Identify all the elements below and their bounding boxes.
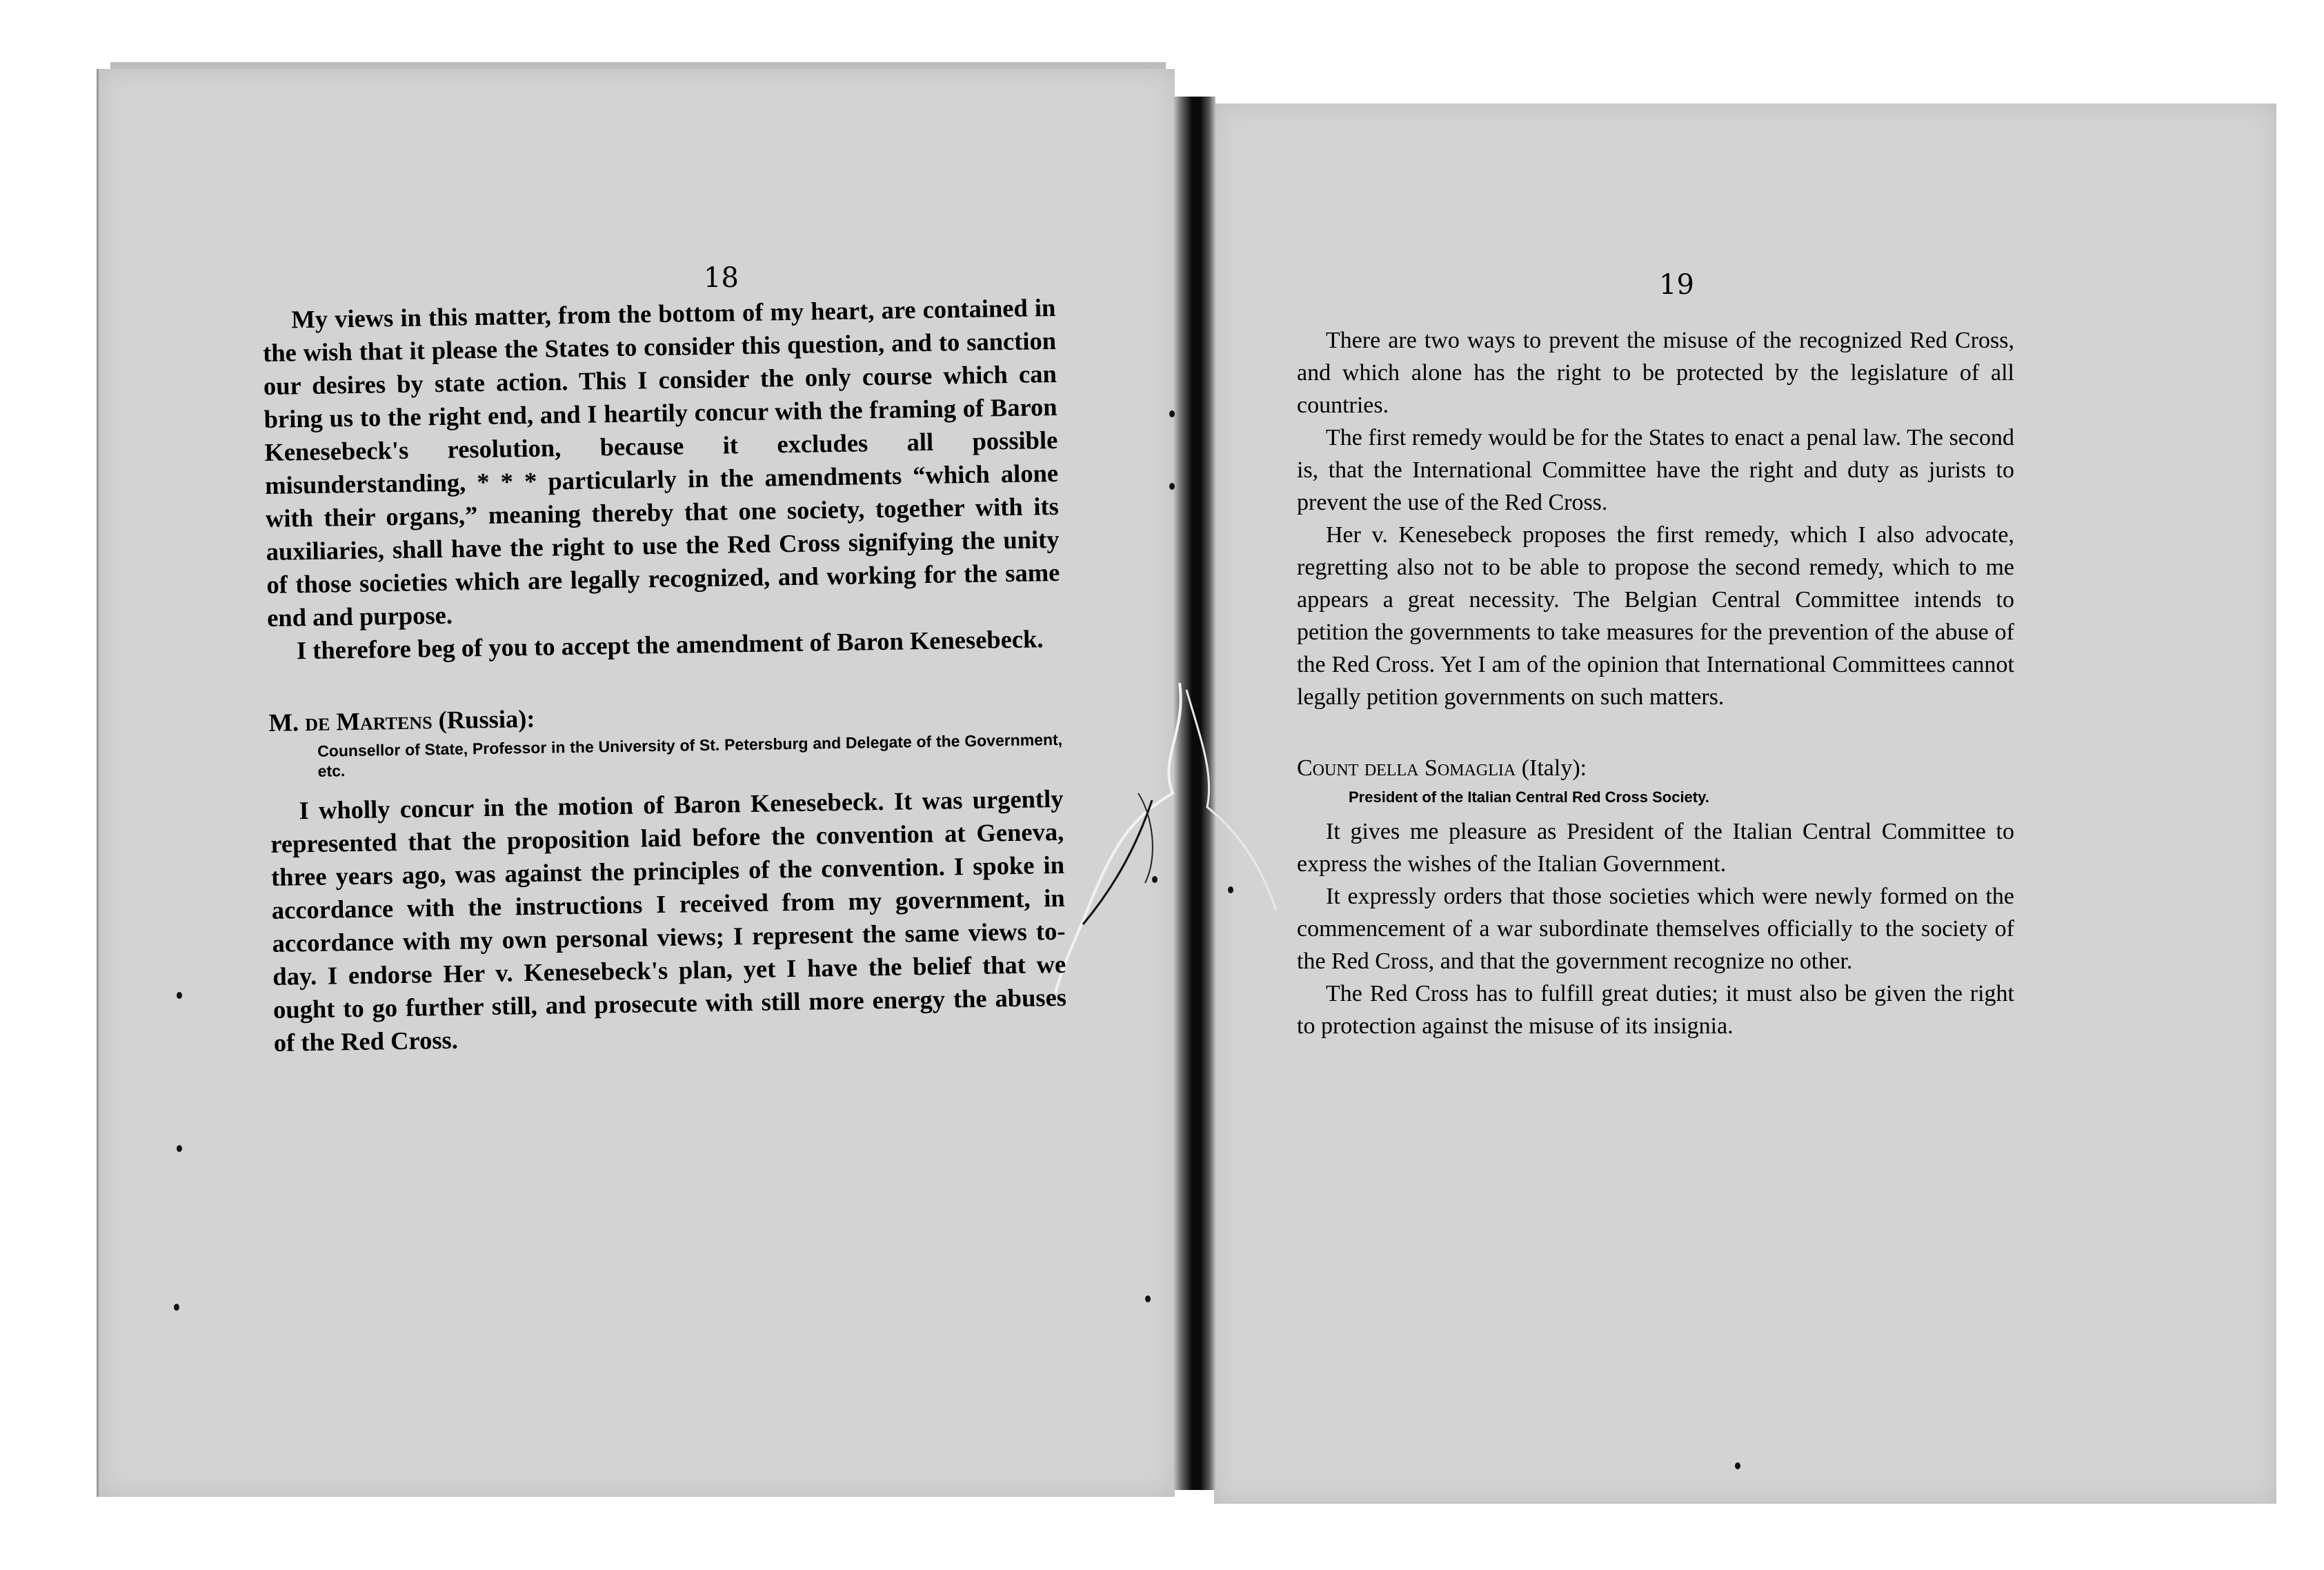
- stitch-hole-mark: [1228, 886, 1233, 893]
- right-page-text: [1297, 324, 2014, 1042]
- left-paragraph-1: My views in this matter, from the bottom of my heart, are contained in the wish that it please the States to consider this question, and to sanction our desires by state action. This I consider the only course which can bring us to the right end, and I heartily concur with the framing of Baron Kenesebeck's resolution, because it excludes all possible misunderstanding, * * * particularly in the amendments “which alone with their organs,” meaning thereby that one society, together with its auxiliaries, shall have the right to use the Red Cross signifying the unity of those societies which are legally recognized, and working for the same end and purpose.: [262, 292, 1060, 632]
- speaker-country: (Russia):: [432, 704, 535, 735]
- stitch-hole-mark: [177, 1145, 182, 1152]
- speaker-title: President of the Italian Central Red Cross Society.: [1349, 788, 1709, 806]
- right-paragraph-6: The Red Cross has to fulfill great duties; it must also be given the right to protection against the misuse of its insignia.: [1297, 981, 2014, 1039]
- speaker-title: Counsellor of State, Professor in the University of St. Petersburg and Delegate of the Government, etc.: [317, 730, 1063, 780]
- right-paragraph-1: There are two ways to prevent the misuse of the recognized Red Cross, and which alone has the right to be protected by the legislature of all countries.: [1297, 328, 2014, 418]
- page-stack-edge: [110, 62, 1166, 69]
- speaker-country: (Italy):: [1516, 755, 1587, 781]
- page-number-19: 19: [1659, 269, 1694, 301]
- speaker-heading-somaglia: [1297, 752, 2014, 784]
- right-paragraph-2: The first remedy would be for the States to enact a penal law. The second is, that the International Committee have the right and duty as jurists to prevent the use of the Red Cross.: [1297, 425, 2014, 515]
- stitch-hole-mark: [1145, 1295, 1151, 1302]
- stitch-hole-mark: [177, 992, 182, 999]
- page-number-18: 18: [704, 262, 739, 294]
- stitch-hole-mark: [1169, 410, 1175, 417]
- left-page-text: [262, 291, 1067, 1060]
- left-paragraph-2: I therefore beg of you to accept the amendment of Baron Kenesebeck.: [296, 624, 1044, 665]
- stitch-hole-mark: [1152, 876, 1158, 883]
- speaker-name: Count della Somaglia: [1297, 755, 1516, 781]
- book-spine: [1173, 97, 1215, 1490]
- stitch-hole-mark: [174, 1304, 179, 1311]
- right-paragraph-5: It expressly orders that those societies which were newly formed on the commencement of a war subordinate themselves officially to the society of the Red Cross, and that the government recognize no other.: [1297, 884, 2014, 974]
- stitch-hole-mark: [1735, 1462, 1740, 1469]
- stitch-hole-mark: [1169, 483, 1175, 490]
- left-paragraph-3: I wholly concur in the motion of Baron Kenesebeck. It was urgently represented that the proposition laid before the convention at Geneva, three years ago, was against the principles of the convention. I spoke in accordance with the instructions I received from my government, in accordance with my own personal views; I represent the same views to-day. I endorse Her v. Kenesebeck's plan, yet I have the belief that we ought to go further still, and prosecute with still more energy the abuses of the Red Cross.: [270, 784, 1067, 1057]
- speaker-name: M. de Martens: [268, 706, 433, 737]
- right-paragraph-3: Her v. Kenesebeck proposes the first remedy, which I also advocate, regretting also not to be able to propose the second remedy, which to me appears a great necessity. The Belgian Central Committee intends to petition the governments to take measures for the prevention of the abuse of the Red Cross. Yet I am of the opinion that International Committees cannot legally petition governments on such matters.: [1297, 522, 2014, 710]
- right-paragraph-4: It gives me pleasure as President of the Italian Central Committee to express the wishes of the Italian Government.: [1297, 819, 2014, 877]
